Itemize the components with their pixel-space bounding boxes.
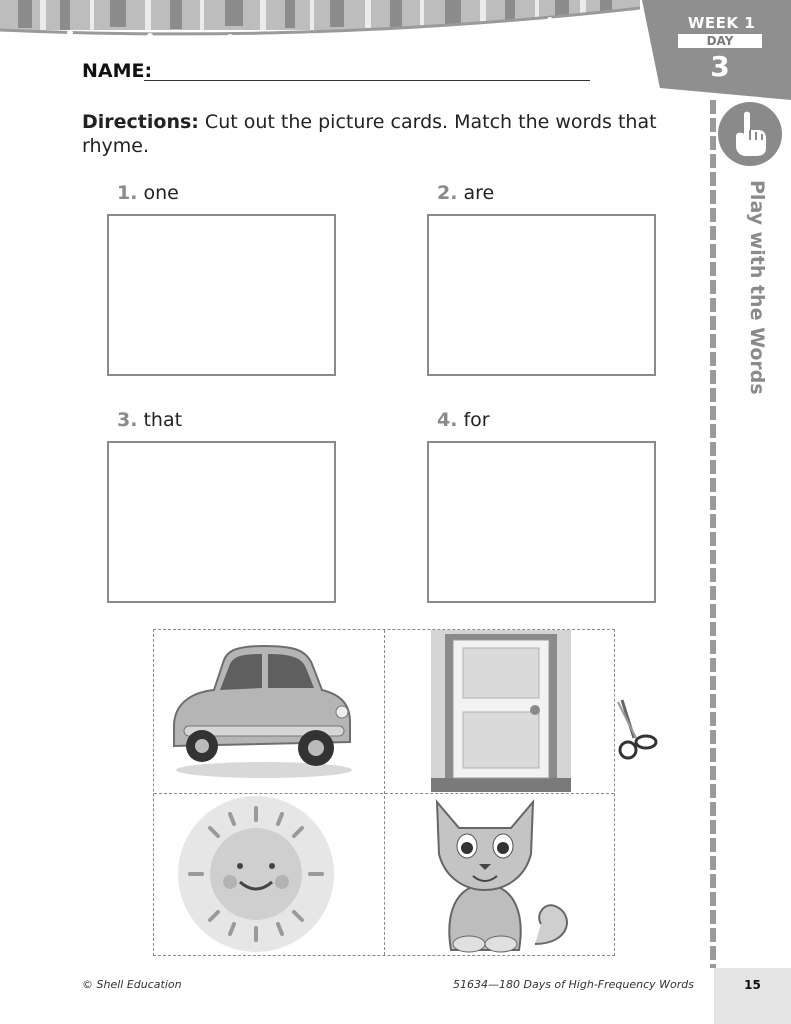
- sun-picture[interactable]: [154, 794, 383, 956]
- name-write-line[interactable]: [144, 80, 590, 81]
- section-title-text: Play with the Words: [746, 180, 768, 395]
- word-text: for: [463, 409, 490, 431]
- answer-box[interactable]: [427, 441, 656, 603]
- car-picture[interactable]: [154, 630, 383, 792]
- decorative-banner: [0, 0, 640, 48]
- word-number: 2.: [437, 182, 458, 204]
- week-day-tab: [642, 0, 791, 100]
- week-label: WEEK 1: [687, 14, 756, 32]
- answer-box[interactable]: [107, 214, 336, 376]
- day-number: 3: [710, 50, 730, 83]
- footer-book-title: 51634—180 Days of High-Frequency Words: [453, 978, 694, 991]
- directions: [82, 110, 682, 158]
- word-text: that: [143, 409, 183, 431]
- door-picture[interactable]: [385, 630, 614, 792]
- picture-cards-sheet: [153, 629, 615, 956]
- word-text: one: [143, 182, 179, 204]
- word-item: [437, 409, 490, 431]
- scissors-icon: [614, 698, 658, 766]
- footer-copyright: © Shell Education: [82, 978, 182, 991]
- word-item: [437, 182, 494, 204]
- cat-picture[interactable]: [385, 794, 614, 956]
- sidebar-dashed-rule: [710, 100, 716, 968]
- day-label: DAY: [678, 34, 762, 48]
- word-text: are: [463, 182, 495, 204]
- section-title: [728, 180, 768, 410]
- word-number: 4.: [437, 409, 458, 431]
- page-number-box: [714, 968, 791, 1024]
- section-sidebar: [708, 100, 791, 968]
- answer-box[interactable]: [107, 441, 336, 603]
- page-number: 15: [744, 978, 761, 992]
- word-number: 3.: [117, 409, 138, 431]
- directions-label: Directions:: [82, 111, 199, 133]
- word-item: [117, 409, 182, 431]
- directions-text: Cut out the picture cards. Match the words that rhyme.: [82, 111, 657, 157]
- answer-box[interactable]: [427, 214, 656, 376]
- pointing-hand-icon: [718, 102, 782, 166]
- word-number: 1.: [117, 182, 138, 204]
- name-label: NAME:: [82, 60, 153, 82]
- word-item: [117, 182, 179, 204]
